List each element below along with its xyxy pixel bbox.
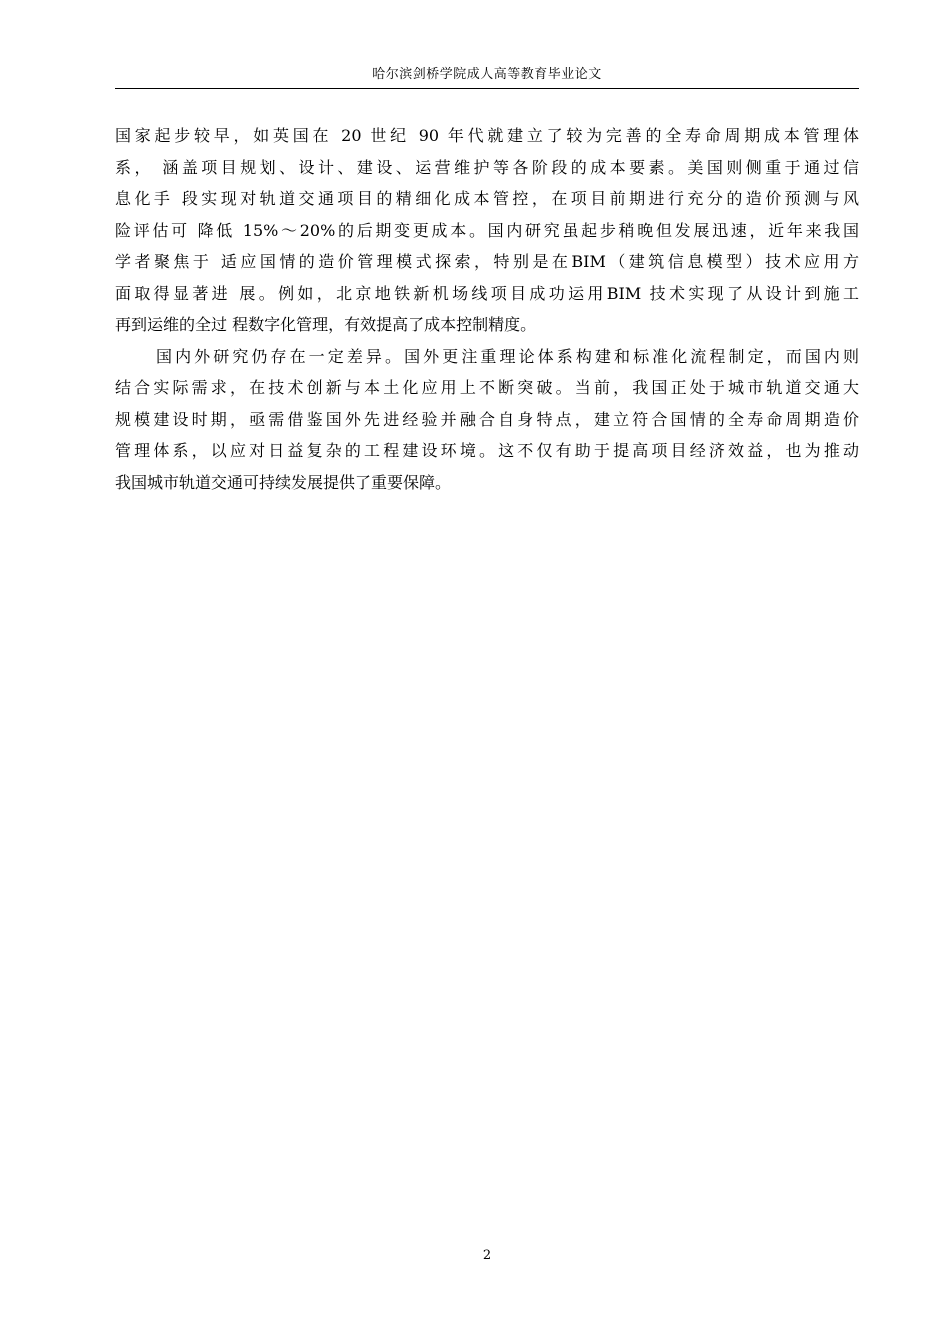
- paragraph-line: 国内外研究仍存在一定差异。国外更注重理论体系构建和标准化流程制定，而国内则: [156, 346, 859, 366]
- paragraph-line: 再到运维的全过 程数字化管理，有效提高了成本控制精度。: [115, 315, 537, 334]
- page-number: 2: [482, 1248, 492, 1263]
- paragraph-line: 险评估可 降低 15%～20%的后期变更成本。国内研究虽起步稍晚但发展迅速，近年来我国: [115, 220, 859, 240]
- paragraph-line: 面取得显著进 展。例如，北京地铁新机场线项目成功运用BIM 技术实现了从设计到施工: [115, 283, 859, 303]
- paragraph-2: [115, 341, 859, 499]
- paragraph-line: 结合实际需求，在技术创新与本土化应用上不断突破。当前，我国正处于城市轨道交通大: [115, 378, 859, 397]
- paragraph-1: [115, 120, 859, 341]
- paragraph-line: 规模建设时期，亟需借鉴国外先进经验并融合自身特点，建立符合国情的全寿命周期造价: [115, 409, 859, 429]
- paragraph-line: 我国城市轨道交通可持续发展提供了重要保障。: [115, 472, 452, 492]
- paragraph-line: 息化手 段实现对轨道交通项目的精细化成本管控，在项目前期进行充分的造价预测与风: [115, 189, 859, 208]
- paragraph-line: 系， 涵盖项目规划、设计、建设、运营维护等各阶段的成本要素。美国则侧重于通过信: [115, 157, 859, 177]
- paragraph-line: 学者聚焦于 适应国情的造价管理模式探索，特别是在BIM（建筑信息模型）技术应用方: [115, 252, 859, 271]
- paragraph-line: 管理体系，以应对日益复杂的工程建设环境。这不仅有助于提高项目经济效益，也为推动: [115, 441, 859, 460]
- page-header-title: 哈尔滨剑桥学院成人高等教育毕业论文: [372, 67, 602, 82]
- paragraph-line: 国家起步较早，如英国在 20 世纪 90 年代就建立了较为完善的全寿命周期成本管理体: [115, 126, 859, 145]
- header-divider: [115, 88, 859, 89]
- document-body: [115, 120, 859, 498]
